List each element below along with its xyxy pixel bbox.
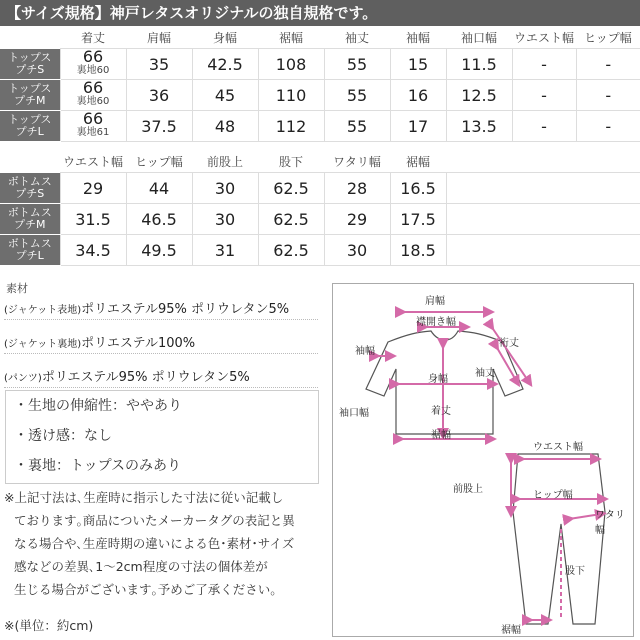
col-header: ワタリ幅 bbox=[324, 150, 390, 173]
col-header: ウエスト幅 bbox=[60, 150, 126, 173]
table-cell: 13.5 bbox=[446, 111, 512, 142]
top-hem-label: 裾幅 bbox=[431, 430, 451, 441]
table-cell: 16.5 bbox=[390, 173, 446, 204]
table-cell: 37.5 bbox=[126, 111, 192, 142]
table-cell: 55 bbox=[324, 49, 390, 80]
empty-cell bbox=[446, 173, 640, 204]
col-header: 袖口幅 bbox=[446, 26, 512, 49]
table-cell: - bbox=[576, 111, 640, 142]
col-header: 裾幅 bbox=[258, 26, 324, 49]
table-cell: 62.5 bbox=[258, 173, 324, 204]
col-header: 股下 bbox=[258, 150, 324, 173]
col-header: 裾幅 bbox=[390, 150, 446, 173]
cuff-width-label: 袖口幅 bbox=[339, 408, 369, 419]
table-cell: 42.5 bbox=[192, 49, 258, 80]
sleeve-length2-label: 袖丈 bbox=[475, 368, 495, 379]
bottoms-header-row bbox=[0, 150, 640, 173]
note-line: なる場合や､生産時期の違いによる色･素材･サイズ bbox=[14, 536, 295, 551]
table-cell: 46.5 bbox=[126, 204, 192, 235]
empty-cell bbox=[446, 235, 640, 266]
material-line: (パンツ)ポリエステル95% ポリウレタン5% bbox=[4, 366, 318, 388]
length-label: 着丈 bbox=[431, 406, 451, 417]
table-cell: - bbox=[512, 80, 576, 111]
table-row bbox=[0, 111, 640, 142]
table-cell: 35 bbox=[126, 49, 192, 80]
table-cell: 12.5 bbox=[446, 80, 512, 111]
table-cell: 55 bbox=[324, 111, 390, 142]
table-cell: 29 bbox=[324, 204, 390, 235]
table-cell: 17 bbox=[390, 111, 446, 142]
row-label: ボトムス プチM bbox=[0, 204, 60, 235]
col-header: 肩幅 bbox=[126, 26, 192, 49]
row-label: ボトムス プチL bbox=[0, 235, 60, 266]
row-label: ボトムス プチS bbox=[0, 173, 60, 204]
table-cell: 16 bbox=[390, 80, 446, 111]
table-cell: 49.5 bbox=[126, 235, 192, 266]
empty-cell bbox=[446, 204, 640, 235]
sleeve-length-label: 裄丈 bbox=[499, 338, 519, 349]
tops-header-row bbox=[0, 26, 640, 49]
length-cell: 66 裏地60 bbox=[60, 80, 126, 111]
table-cell: 110 bbox=[258, 80, 324, 111]
table-cell: 11.5 bbox=[446, 49, 512, 80]
table-cell: 28 bbox=[324, 173, 390, 204]
size-banner: 【サイズ規格】神戸レタスオリジナルの独自規格です。 bbox=[0, 0, 640, 26]
table-cell: 62.5 bbox=[258, 235, 324, 266]
tops-size-table bbox=[0, 26, 640, 142]
col-header: 前股上 bbox=[192, 150, 258, 173]
table-row bbox=[0, 49, 640, 80]
table-row bbox=[0, 204, 640, 235]
table-cell: - bbox=[512, 49, 576, 80]
table-cell: 17.5 bbox=[390, 204, 446, 235]
row-label: トップス プチL bbox=[0, 111, 60, 142]
row-label: トップス プチS bbox=[0, 49, 60, 80]
table-cell: - bbox=[512, 111, 576, 142]
lining-property: ・裏地：トップスのみあり bbox=[14, 458, 182, 474]
garment-illustration bbox=[333, 284, 633, 636]
table-row bbox=[0, 80, 640, 111]
table-cell: 31.5 bbox=[60, 204, 126, 235]
col-header: 袖幅 bbox=[390, 26, 446, 49]
table-cell: 112 bbox=[258, 111, 324, 142]
table-cell: 45 bbox=[192, 80, 258, 111]
table-row bbox=[0, 173, 640, 204]
table-cell: 36 bbox=[126, 80, 192, 111]
length-cell: 66 裏地61 bbox=[60, 111, 126, 142]
table-cell: 30 bbox=[192, 204, 258, 235]
rise-label: 前股上 bbox=[453, 484, 483, 495]
col-header: 身幅 bbox=[192, 26, 258, 49]
material-line: (ジャケット表地)ポリエステル95% ポリウレタン5% bbox=[4, 298, 318, 320]
table-cell: 44 bbox=[126, 173, 192, 204]
pants-hem-label: 裾幅 bbox=[501, 625, 521, 636]
table-cell: 30 bbox=[324, 235, 390, 266]
bottoms-size-table bbox=[0, 150, 640, 266]
sheer-property: ・透け感：なし bbox=[14, 428, 112, 444]
measurement-note bbox=[4, 486, 320, 601]
note-line: 感などの差異､1〜2cm程度の寸法の個体差が bbox=[14, 559, 268, 574]
table-cell: 15 bbox=[390, 49, 446, 80]
length-cell: 66 裏地60 bbox=[60, 49, 126, 80]
fabric-properties bbox=[5, 390, 319, 484]
unit-note: ※(単位：約cm) bbox=[4, 618, 94, 633]
waist-label: ウエスト幅 bbox=[533, 442, 583, 453]
col-header: ウエスト幅 bbox=[512, 26, 576, 49]
table-cell: 108 bbox=[258, 49, 324, 80]
garment-diagram bbox=[332, 283, 634, 637]
table-cell: 55 bbox=[324, 80, 390, 111]
table-cell: 29 bbox=[60, 173, 126, 204]
note-line: 生じる場合がございます｡予めご了承ください｡ bbox=[14, 582, 277, 597]
col-header: ヒップ幅 bbox=[576, 26, 640, 49]
material-title: 素材 bbox=[6, 282, 28, 295]
table-cell: - bbox=[576, 80, 640, 111]
col-header: ヒップ幅 bbox=[126, 150, 192, 173]
sleeve-width-label: 袖幅 bbox=[355, 346, 375, 357]
table-cell: 62.5 bbox=[258, 204, 324, 235]
table-cell: 34.5 bbox=[60, 235, 126, 266]
col-header: 着丈 bbox=[60, 26, 126, 49]
thigh-label: ワタリ幅 bbox=[595, 510, 625, 536]
body-width-label: 身幅 bbox=[428, 374, 448, 385]
collar-label: 襟開き幅 bbox=[416, 317, 456, 328]
stretch-property: ・生地の伸縮性：ややあり bbox=[14, 398, 182, 414]
table-cell: 48 bbox=[192, 111, 258, 142]
inseam-label: 股下 bbox=[565, 566, 585, 577]
col-header: 袖丈 bbox=[324, 26, 390, 49]
row-label: トップス プチM bbox=[0, 80, 60, 111]
shoulder-label: 肩幅 bbox=[425, 296, 445, 307]
note-line: ※上記寸法は､生産時に指示した寸法に従い記載し bbox=[4, 490, 284, 505]
table-row bbox=[0, 235, 640, 266]
note-line: ております｡商品についたメーカータグの表記と異 bbox=[14, 513, 295, 528]
hip-label: ヒップ幅 bbox=[533, 490, 573, 501]
material-line: (ジャケット裏地)ポリエステル100% bbox=[4, 332, 318, 354]
table-cell: - bbox=[576, 49, 640, 80]
table-cell: 30 bbox=[192, 173, 258, 204]
table-cell: 31 bbox=[192, 235, 258, 266]
table-cell: 18.5 bbox=[390, 235, 446, 266]
